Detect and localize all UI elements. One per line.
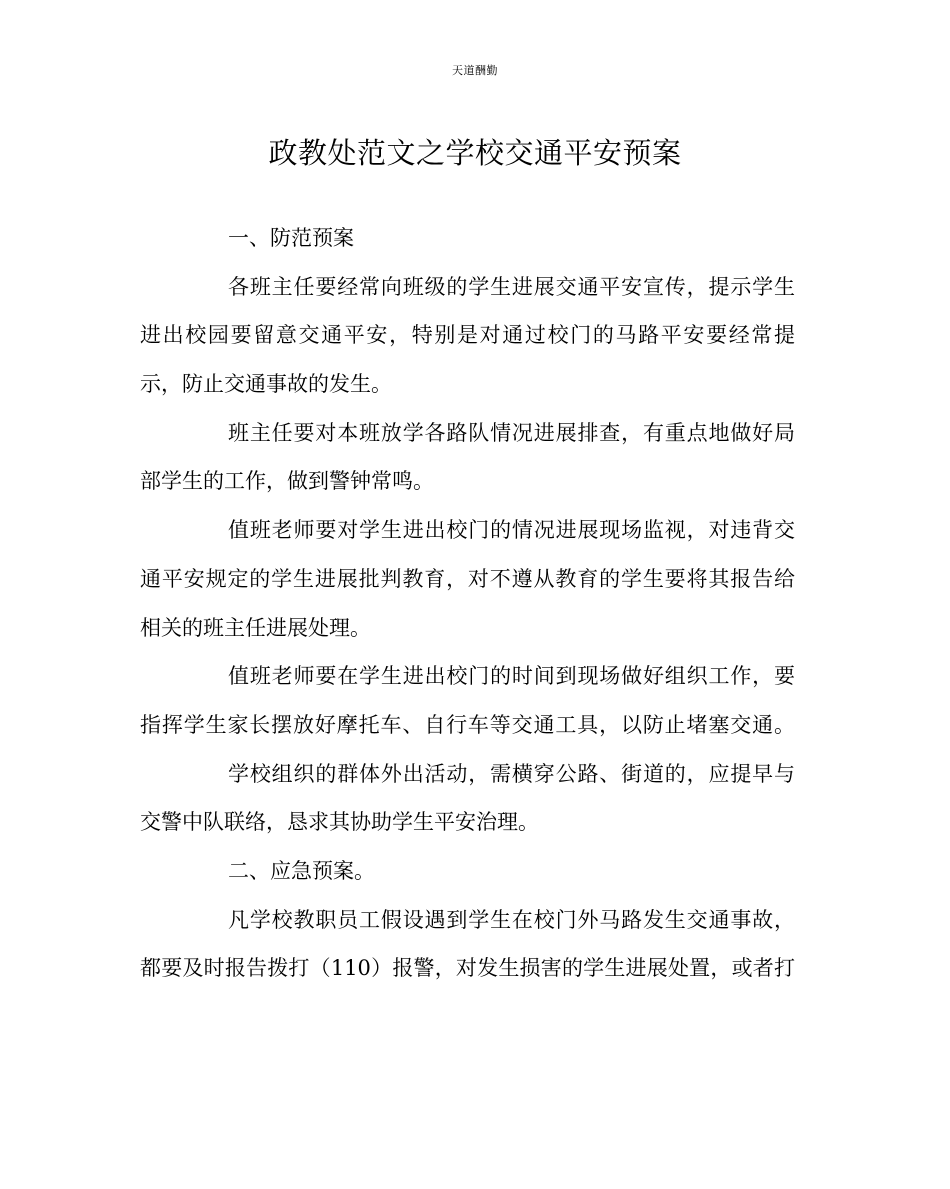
text-line: 指挥学生家长摆放好摩托车、自行车等交通工具，以防止堵塞交通。 <box>140 712 795 737</box>
text-line: 二、应急预案。 <box>228 858 375 883</box>
text-line: 一、防范预案 <box>228 226 354 250</box>
text-line: 通平安规定的学生进展批判教育，对不遵从教育的学生要将其报告给 <box>140 566 795 591</box>
text-line: 各班主任要经常向班级的学生进展交通平安宣传，提示学生 <box>228 274 795 299</box>
text-line: 值班老师要对学生进出校门的情况进展现场监视，对违背交 <box>228 518 795 543</box>
text-line: 相关的班主任进展处理。 <box>140 615 371 640</box>
document-body <box>140 223 795 1002</box>
text-line: 值班老师要在学生进出校门的时间到现场做好组织工作，要 <box>228 664 795 689</box>
text-line: 班主任要对本班放学各路队情况进展排查，有重点地做好局 <box>228 420 795 445</box>
text-line: 凡学校教职员工假设遇到学生在校门外马路发生交通事故， <box>228 907 795 932</box>
text-line: 交警中队联络，恳求其协助学生平安治理。 <box>140 810 539 835</box>
text-line: 都要及时报告拨打（110）报警，对发生损害的学生进展处置，或者打 <box>140 956 795 981</box>
text-line: 学校组织的群体外出活动，需横穿公路、街道的，应提早与 <box>228 761 795 786</box>
text-line: 部学生的工作，做到警钟常鸣。 <box>140 469 434 494</box>
document-title: 政教处范文之学校交通平安预案 <box>268 136 682 170</box>
text-line: 进出校园要留意交通平安，特别是对通过校门的马路平安要经常提 <box>140 323 795 348</box>
page-header: 天道酬勤 <box>452 64 498 77</box>
text-line: 示，防止交通事故的发生。 <box>140 372 392 397</box>
